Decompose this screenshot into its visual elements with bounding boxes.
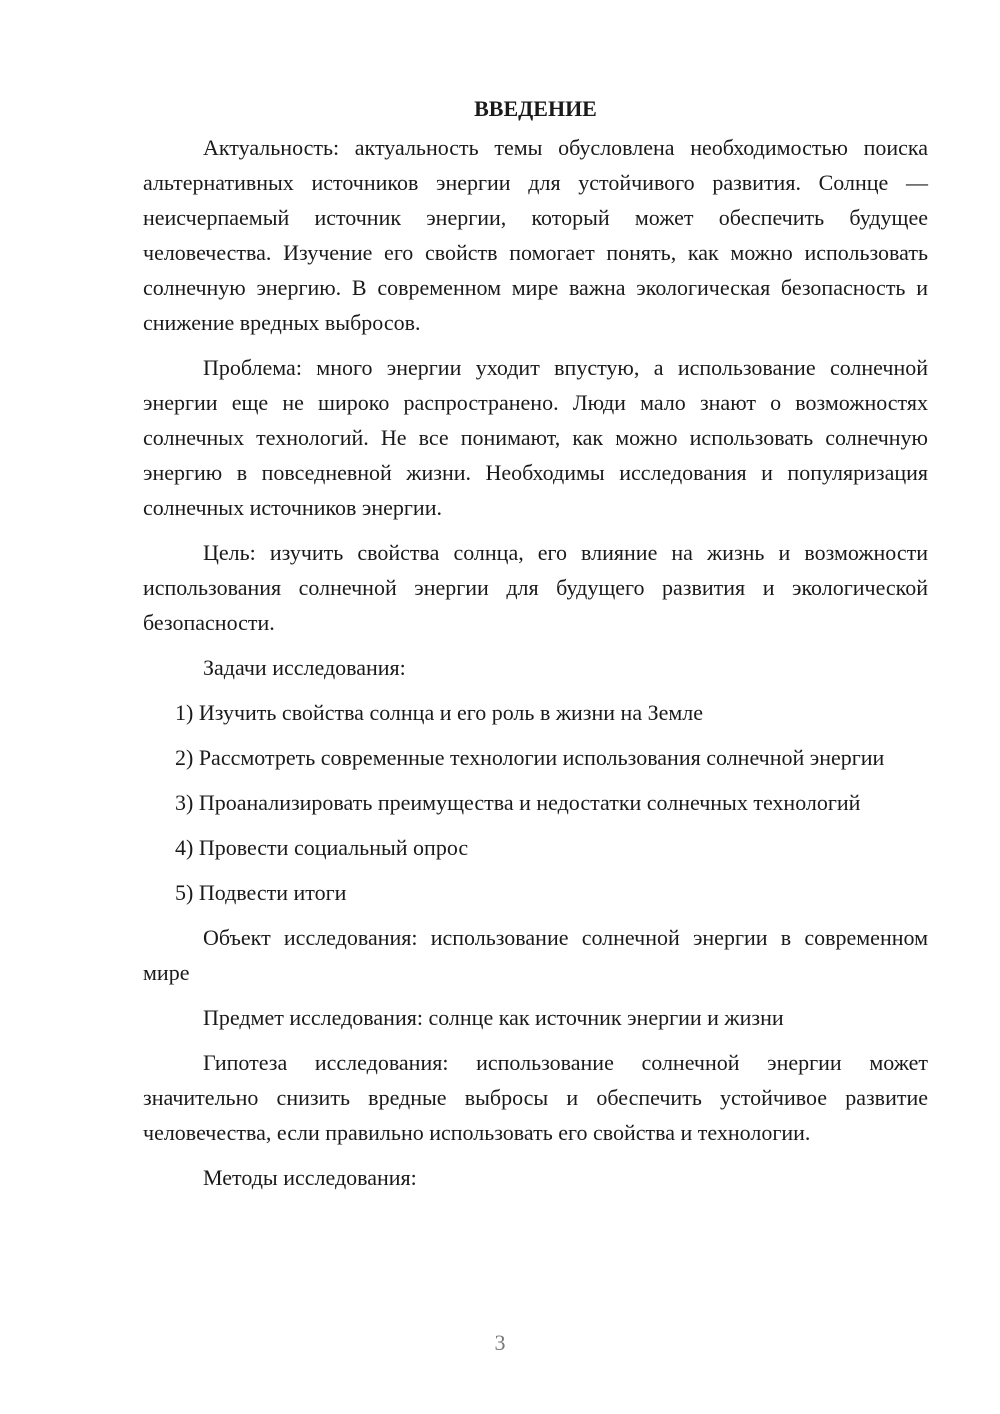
goal-paragraph: Цель: изучить свойства солнца, его влияние на жизнь и возможности использования солнечной энергии для будущего развития и экологической безопасности. (143, 540, 928, 635)
object-paragraph: Объект исследования: использование солнечной энергии в современном мире (143, 925, 928, 985)
task-item-4: 4) Провести социальный опрос (175, 835, 469, 860)
task-item-3: 3) Проанализировать преимущества и недостатки солнечных технологий (175, 790, 861, 815)
page-title: ВВЕДЕНИЕ (474, 96, 597, 121)
methods-heading: Методы исследования: (203, 1165, 417, 1190)
page-number: 3 (494, 1330, 506, 1355)
hypothesis-paragraph: Гипотеза исследования: использование солнечной энергии может значительно снизить вредные выбросы и обеспечить устойчивое развитие человечества, если правильно использовать его свойства и технологии. (143, 1050, 928, 1145)
relevance-paragraph: Актуальность: актуальность темы обусловлена необходимостью поиска альтернативных источников энергии для устойчивого развития. Солнце — неисчерпаемый источник энергии, который может обеспечить будущее человечества. Изучение его свойств помогает понять, как можно использовать солнечную энергию. В современном мире важна экологическая безопасность и снижение вредных выбросов. (143, 135, 928, 335)
document-page (143, 92, 928, 1205)
task-item-2: 2) Рассмотреть современные технологии использования солнечной энергии (175, 745, 885, 770)
tasks-heading: Задачи исследования: (203, 655, 406, 680)
task-item-1: 1) Изучить свойства солнца и его роль в жизни на Земле (175, 700, 704, 725)
task-item-5: 5) Подвести итоги (175, 880, 347, 905)
subject-paragraph: Предмет исследования: солнце как источник энергии и жизни (203, 1005, 784, 1030)
problem-paragraph: Проблема: много энергии уходит впустую, а использование солнечной энергии еще не широко распространено. Люди мало знают о возможностях солнечных технологий. Не все понимают, как можно использовать солнечную энергию в повседневной жизни. Необходимы исследования и популяризация солнечных источников энергии. (143, 355, 928, 520)
